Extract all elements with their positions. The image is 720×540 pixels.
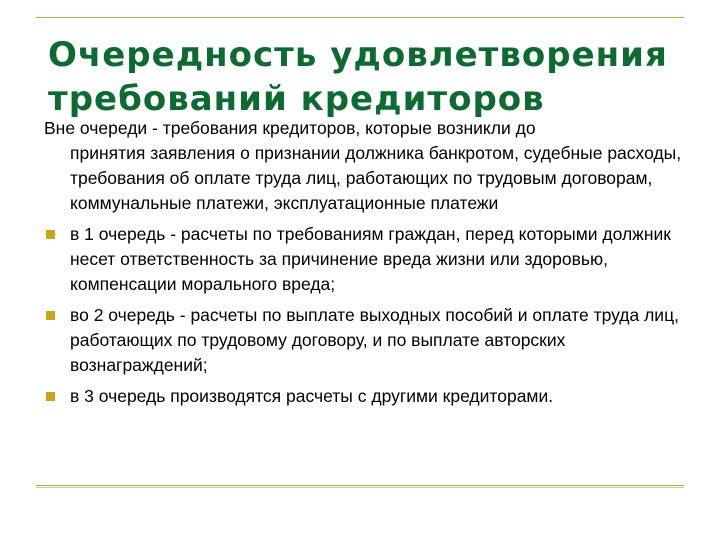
list-item bbox=[44, 303, 684, 378]
no-queue-continuation: принятия заявления о признании должника банкротом, судебные расходы, требования об оплате труда лиц, работающих по трудовым договорам, коммунальные платежи, эксплуатационные платежи bbox=[70, 143, 682, 213]
list-item bbox=[44, 384, 684, 409]
bottom-rule bbox=[36, 485, 684, 486]
top-rule bbox=[36, 17, 684, 18]
list-item-text: во 2 очередь - расчеты по выплате выходных пособий и оплате труда лиц, работающих по трудовому договору, и по выплате авторских вознаграждений; bbox=[70, 305, 679, 375]
no-queue-first-line: Вне очереди - требования кредиторов, которые возникли до bbox=[44, 118, 536, 138]
bottom-rule-shadow bbox=[36, 487, 684, 488]
no-queue-paragraph bbox=[44, 116, 684, 216]
square-bullet-icon bbox=[46, 392, 55, 401]
slide-title: Очередность удовлетворения требований кредиторов bbox=[48, 35, 668, 119]
square-bullet-icon bbox=[46, 230, 55, 239]
slide-body bbox=[44, 116, 684, 415]
list-item-text: в 1 очередь - расчеты по требованиям граждан, перед которыми должник несет ответственность за причинение вреда жизни или здоровью, компенсации морального вреда; bbox=[70, 224, 671, 294]
list-item-text: в 3 очередь производятся расчеты с другими кредиторами. bbox=[70, 386, 554, 406]
square-bullet-icon bbox=[46, 311, 55, 320]
list-item bbox=[44, 222, 684, 297]
